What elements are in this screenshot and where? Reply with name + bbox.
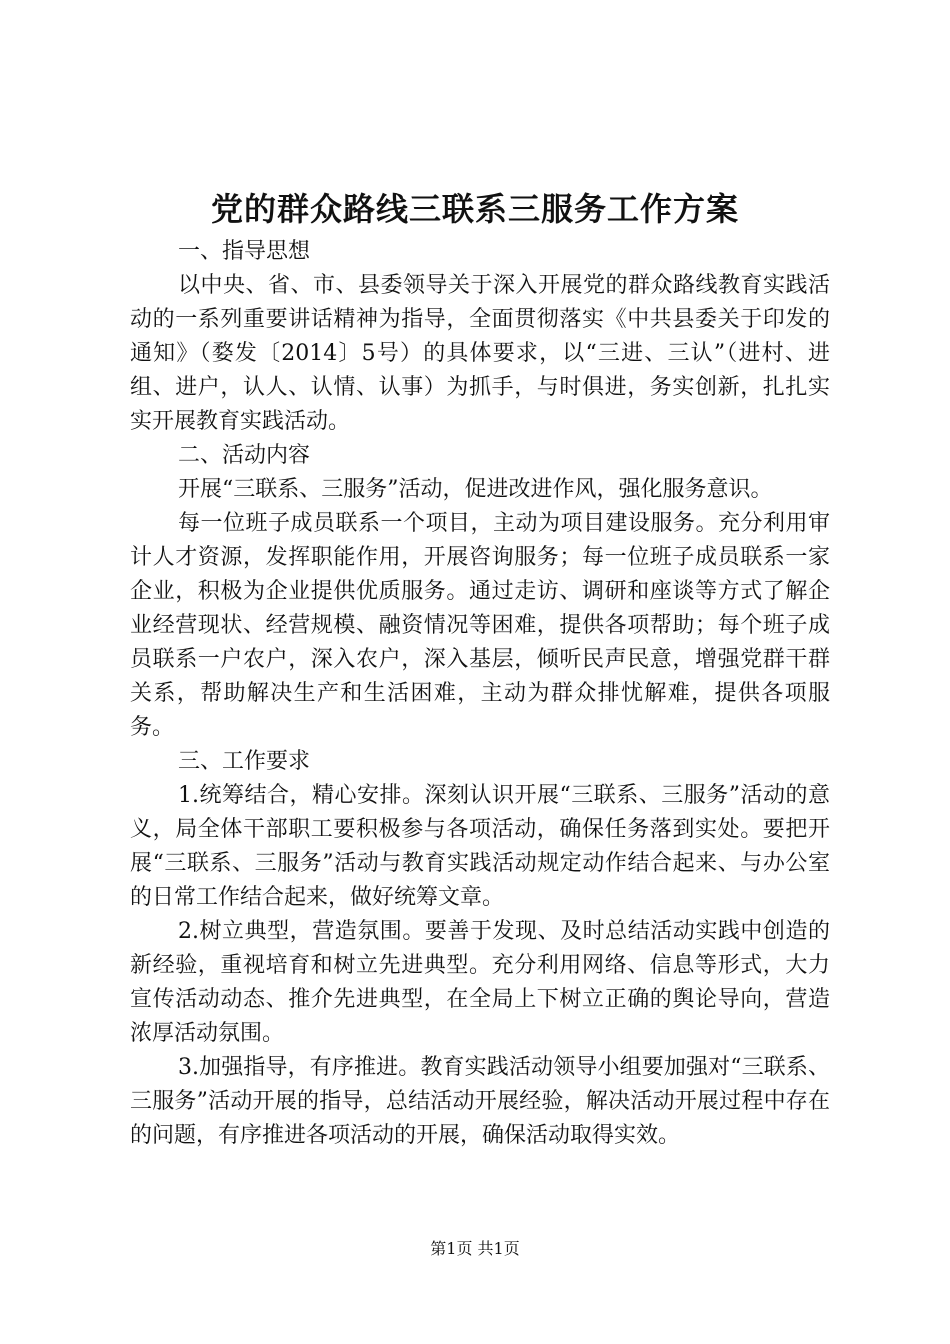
paragraph-requirement-3: 3.加强指导，有序推进。教育实践活动领导小组要加强对“三联系、三服务”活动开展的指导，总结活动开展经验，解决活动开展过程中存在的问题，有序推进各项活动的开展，确保活动取得实效。: [130, 1055, 830, 1148]
document-body: [130, 235, 830, 1153]
document-title: 党的群众路线三联系三服务工作方案: [210, 190, 739, 228]
paragraph-requirement-2: 2.树立典型，营造氛围。要善于发现、及时总结活动实践中创造的新经验，重视培育和树立先进典型。充分利用网络、信息等形式，大力宣传活动动态、推介先进典型，在全局上下树立正确的舆论导向，营造浓厚活动氛围。: [130, 919, 830, 1046]
paragraph-guiding-thought: 以中央、省、市、县委领导关于深入开展党的群众路线教育实践活动的一系列重要讲话精神为指导，全面贯彻落实《中共县委关于印发的通知》（婺发〔2014〕5号）的具体要求，以“三进、三认”（进村、进组、进户，认人、认情、认事）为抓手，与时俱进，务实创新，扎扎实实开展教育实践活动。: [130, 273, 830, 434]
page-number-footer: 第1页 共1页: [430, 1239, 520, 1258]
paragraph-activity-intro: 开展“三联系、三服务”活动，促进改进作风，强化服务意识。: [178, 477, 773, 502]
paragraph-requirement-1: 1.统筹结合，精心安排。深刻认识开展“三联系、三服务”活动的意义，局全体干部职工要积极参与各项活动，确保任务落到实处。要把开展“三联系、三服务”活动与教育实践活动规定动作结合起来、与办公室的日常工作结合起来，做好统筹文章。: [130, 783, 830, 910]
section-heading-guiding-thought: 一、指导思想: [178, 239, 311, 264]
section-heading-work-requirements: 三、工作要求: [178, 749, 311, 774]
paragraph-activity-details: 每一位班子成员联系一个项目，主动为项目建设服务。充分利用审计人才资源，发挥职能作用，开展咨询服务；每一位班子成员联系一家企业，积极为企业提供优质服务。通过走访、调研和座谈等方式了解企业经营现状、经营规模、融资情况等困难，提供各项帮助；每个班子成员联系一户农户，深入农户，深入基层，倾听民声民意，增强党群干群关系，帮助解决生产和生活困难，主动为群众排忧解难，提供各项服务。: [130, 511, 830, 740]
section-heading-activity-content: 二、活动内容: [178, 443, 311, 468]
